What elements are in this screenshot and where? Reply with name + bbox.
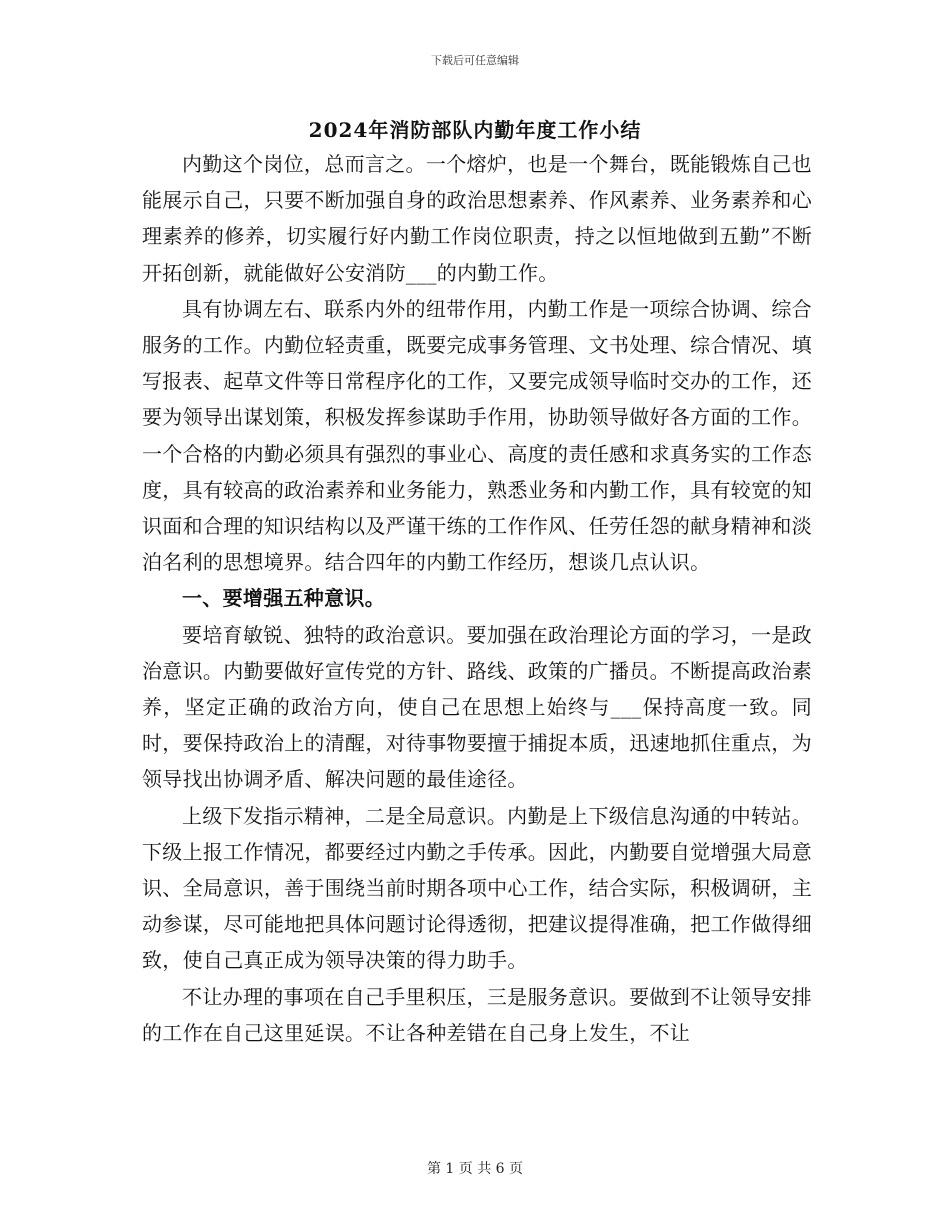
section-paragraph: 不让办理的事项在自己手里积压，三是服务意识。要做到不让领导安排的工作在自己这里延误。不让各种差错在自己身上发生，不让 <box>142 984 812 1045</box>
page-footer: 第 1 页 共 6 页 <box>426 1161 524 1177</box>
body-paragraph: 内勤这个岗位，总而言之。一个熔炉，也是一个舞台，既能锻炼自己也能展示自己，只要不断加强自身的政治思想素养、作风素养、业务素养和心理素养的修养，切实履行好内勤工作岗位职责，持之以恒地做到五勤”不断开拓创新，就能做好公安消防___的内勤工作。 <box>142 152 812 285</box>
section-heading: 一、要增强五种意识。 <box>182 586 385 611</box>
document-title: 2024年消防部队内勤年度工作小结 <box>308 118 642 142</box>
section-paragraph: 要培育敏锐、独特的政治意识。要加强在政治理论方面的学习，一是政治意识。内勤要做好宣传党的方针、路线、政策的广播员。不断提高政治素养，坚定正确的政治方向，使自己在思想上始终与___保持高度一致。同时，要保持政治上的清醒，对待事物要擅于捕捉本质，迅速地抓住重点，为领导找出协调矛盾、解决问题的最佳途径。 <box>142 622 812 792</box>
page-header-note: 下载后可任意编辑 <box>431 54 519 67</box>
section-paragraph: 上级下发指示精神，二是全局意识。内勤是上下级信息沟通的中转站。下级上报工作情况，都要经过内勤之手传承。因此，内勤要自觉增强大局意识、全局意识，善于围绕当前时期各项中心工作，结合实际，积极调研，主动参谋，尽可能地把具体问题讨论得透彻，把建议提得准确，把工作做得细致，使自己真正成为领导决策的得力助手。 <box>142 803 812 973</box>
document-body <box>142 146 812 1051</box>
body-paragraph: 具有协调左右、联系内外的纽带作用，内勤工作是一项综合协调、综合服务的工作。内勤位轻责重，既要完成事务管理、文书处理、综合情况、填写报表、起草文件等日常程序化的工作，又要完成领导临时交办的工作，还要为领导出谋划策，积极发挥参谋助手作用，协助领导做好各方面的工作。一个合格的内勤必须具有强烈的事业心、高度的责任感和求真务实的工作态度，具有较高的政治素养和业务能力，熟悉业务和内勤工作，具有较宽的知识面和合理的知识结构以及严谨干练的工作作风、任劳任怨的献身精神和淡泊名利的思想境界。结合四年的内勤工作经历，想谈几点认识。 <box>142 296 812 575</box>
